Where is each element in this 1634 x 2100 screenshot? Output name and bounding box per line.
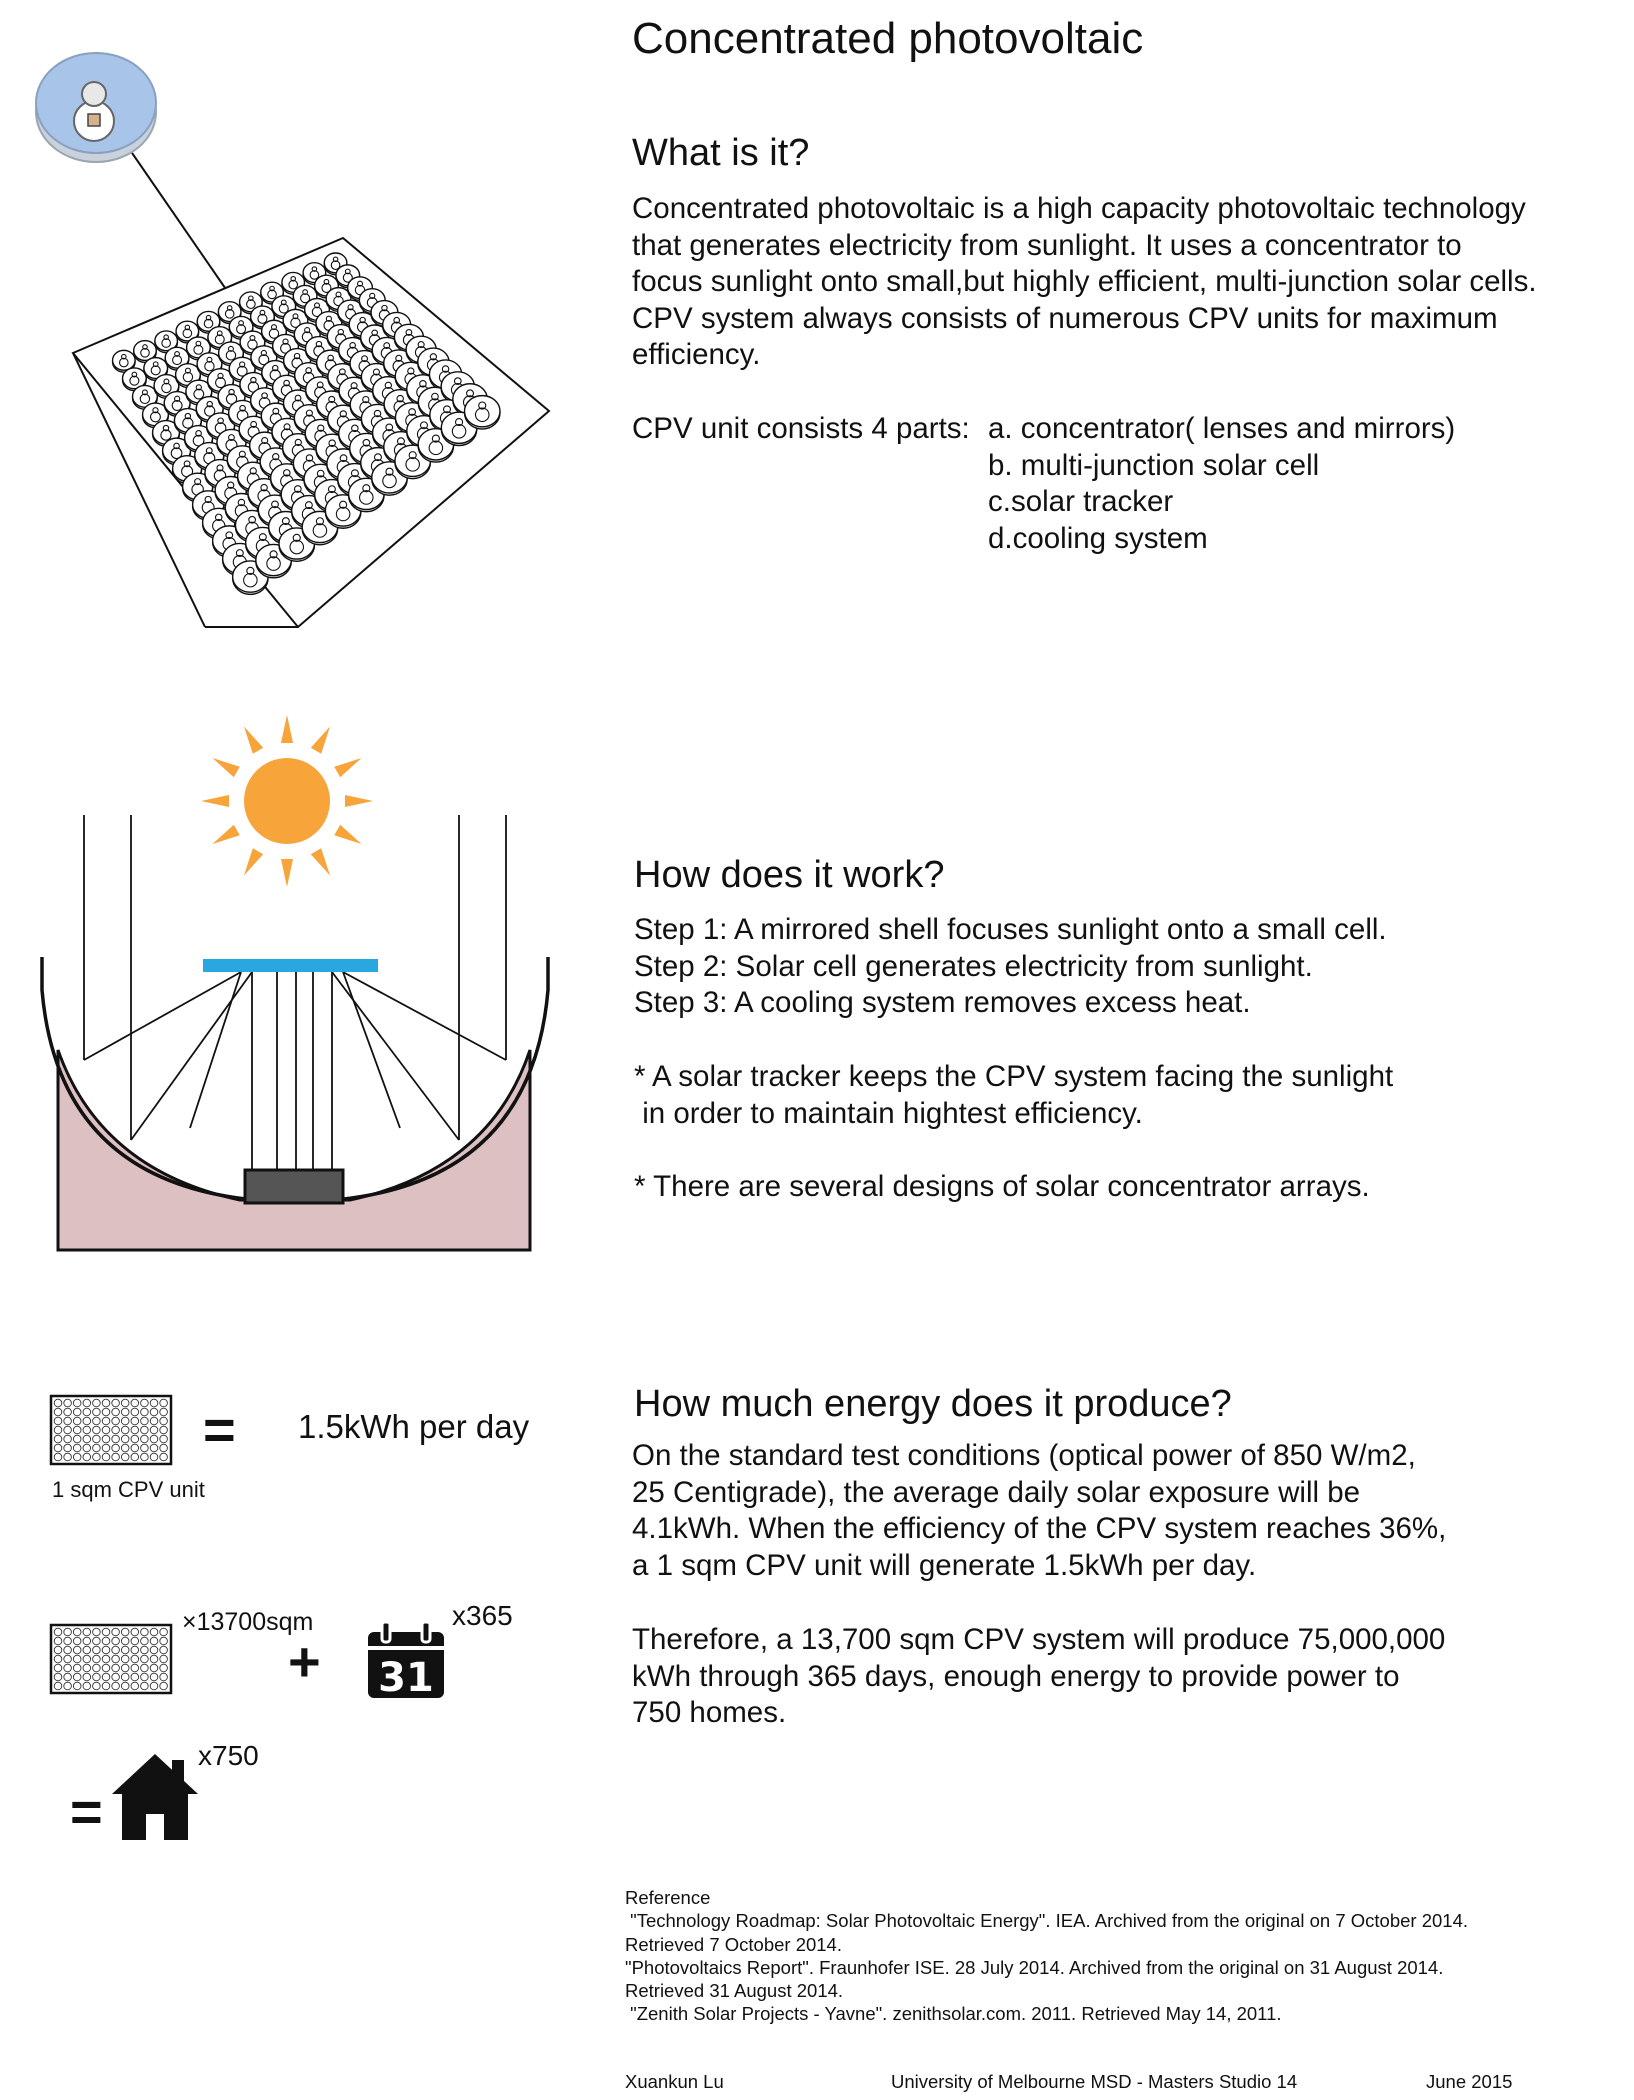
sun-ray bbox=[213, 825, 240, 844]
secondary-mirror bbox=[203, 959, 378, 972]
concentrator-diagram bbox=[0, 700, 600, 1260]
array-grid-icon bbox=[50, 1624, 172, 1694]
sun-ray bbox=[213, 758, 240, 777]
parts-intro: CPV unit consists 4 parts: bbox=[632, 412, 970, 445]
calendar-icon bbox=[366, 1620, 446, 1700]
part-item: d.cooling system bbox=[988, 521, 1208, 555]
designs-note: * There are several designs of solar concentrator arrays. bbox=[634, 1170, 1370, 1203]
receiver-cell bbox=[245, 1170, 343, 1203]
energy-line: 750 homes. bbox=[632, 1696, 787, 1729]
energy-paragraph-1 bbox=[632, 1438, 1446, 1584]
lens-unit bbox=[465, 396, 500, 429]
reference-heading: Reference bbox=[625, 1887, 711, 1908]
homes-multiplier: x750 bbox=[198, 1740, 259, 1771]
cpv-panel-illustration bbox=[0, 0, 600, 640]
what-line: that generates electricity from sunlight. It uses a concentrator to bbox=[632, 228, 1462, 262]
step-item: Step 3: A cooling system removes excess heat. bbox=[634, 986, 1251, 1019]
reference-line: "Zenith Solar Projects - Yavne". zenithsolar.com. 2011. Retrieved May 14, 2011. bbox=[625, 2003, 1282, 2025]
reference-line: Retrieved 31 August 2014. bbox=[625, 1980, 844, 2002]
sun-ray bbox=[345, 795, 373, 807]
reference-line: "Photovoltaics Report". Fraunhofer ISE. 28 July 2014. Archived from the original on 31 August 2014. bbox=[625, 1956, 1444, 1978]
sun-ray bbox=[311, 727, 330, 754]
reference-line: Retrieved 7 October 2014. bbox=[625, 1933, 842, 1955]
equals-sign-homes: = bbox=[70, 1780, 103, 1843]
what-heading: What is it? bbox=[632, 132, 810, 174]
energy-paragraph-2 bbox=[632, 1622, 1445, 1732]
energy-line: Therefore, a 13,700 sqm CPV system will produce 75,000,000 bbox=[632, 1623, 1446, 1656]
part-item: b. multi-junction solar cell bbox=[988, 448, 1320, 482]
sun-ray bbox=[334, 825, 361, 844]
unit-grid-icon bbox=[50, 1395, 172, 1465]
part-item: a. concentrator( lenses and mirrors) bbox=[988, 412, 1456, 445]
energy-line: kWh through 365 days, enough energy to provide power to bbox=[632, 1659, 1400, 1693]
energy-heading: How much energy does it produce? bbox=[634, 1383, 1232, 1425]
calendar-day: 31 bbox=[378, 1655, 434, 1701]
references bbox=[625, 1886, 1468, 2026]
sun-disc bbox=[244, 758, 330, 844]
how-heading: How does it work? bbox=[634, 854, 945, 896]
callout-line bbox=[130, 150, 232, 298]
what-line: efficiency. bbox=[632, 338, 761, 371]
footer-date: June 2015 bbox=[1426, 2071, 1513, 2092]
unit-caption: 1 sqm CPV unit bbox=[52, 1477, 205, 1502]
house-icon bbox=[110, 1752, 200, 1842]
sun-icon bbox=[201, 715, 373, 887]
footer-institution: University of Melbourne MSD - Masters Studio 14 bbox=[891, 2071, 1298, 2092]
plus-sign: + bbox=[288, 1630, 321, 1693]
energy-line: 25 Centigrade), the average daily solar exposure will be bbox=[632, 1475, 1361, 1509]
energy-line: On the standard test conditions (optical power of 850 W/m2, bbox=[632, 1439, 1416, 1472]
equals-sign: = bbox=[203, 1398, 236, 1461]
footer-author: Xuankun Lu bbox=[625, 2071, 724, 2092]
lens-grid bbox=[113, 253, 500, 594]
what-paragraph bbox=[632, 191, 1537, 374]
solar-cell-chip bbox=[88, 114, 100, 126]
parts-list bbox=[988, 411, 1455, 557]
area-multiplier: ×13700sqm bbox=[182, 1608, 314, 1636]
what-line: CPV system always consists of numerous CPV units for maximum bbox=[632, 301, 1498, 335]
page-title: Concentrated photovoltaic bbox=[632, 14, 1144, 63]
what-line: focus sunlight onto small,but highly efficient, multi-junction solar cells. bbox=[632, 265, 1537, 298]
sun-ray bbox=[334, 758, 361, 777]
days-multiplier: x365 bbox=[452, 1600, 513, 1631]
how-steps bbox=[634, 912, 1387, 1022]
sun-ray bbox=[244, 848, 263, 875]
sun-ray bbox=[281, 715, 293, 743]
per-day-label: 1.5kWh per day bbox=[298, 1408, 530, 1445]
sun-ray bbox=[244, 727, 263, 754]
step-item: Step 2: Solar cell generates electricity from sunlight. bbox=[634, 949, 1313, 983]
tracker-note bbox=[634, 1059, 1393, 1132]
energy-line: 4.1kWh. When the efficiency of the CPV system reaches 36%, bbox=[632, 1512, 1447, 1545]
note-line: * A solar tracker keeps the CPV system facing the sunlight bbox=[634, 1060, 1394, 1093]
what-line: Concentrated photovoltaic is a high capacity photovoltaic technology bbox=[632, 192, 1526, 225]
sun-ray bbox=[281, 859, 293, 887]
step-item: Step 1: A mirrored shell focuses sunlight onto a small cell. bbox=[634, 913, 1387, 946]
reference-line: "Technology Roadmap: Solar Photovoltaic Energy". IEA. Archived from the original on 7 October 2014. bbox=[625, 1910, 1469, 1932]
sun-ray bbox=[201, 795, 229, 807]
energy-line: a 1 sqm CPV unit will generate 1.5kWh per day. bbox=[632, 1548, 1257, 1582]
part-item: c.solar tracker bbox=[988, 485, 1174, 518]
note-line: in order to maintain hightest efficiency. bbox=[634, 1096, 1143, 1130]
sun-ray bbox=[311, 848, 330, 875]
zoom-disc bbox=[36, 53, 156, 162]
